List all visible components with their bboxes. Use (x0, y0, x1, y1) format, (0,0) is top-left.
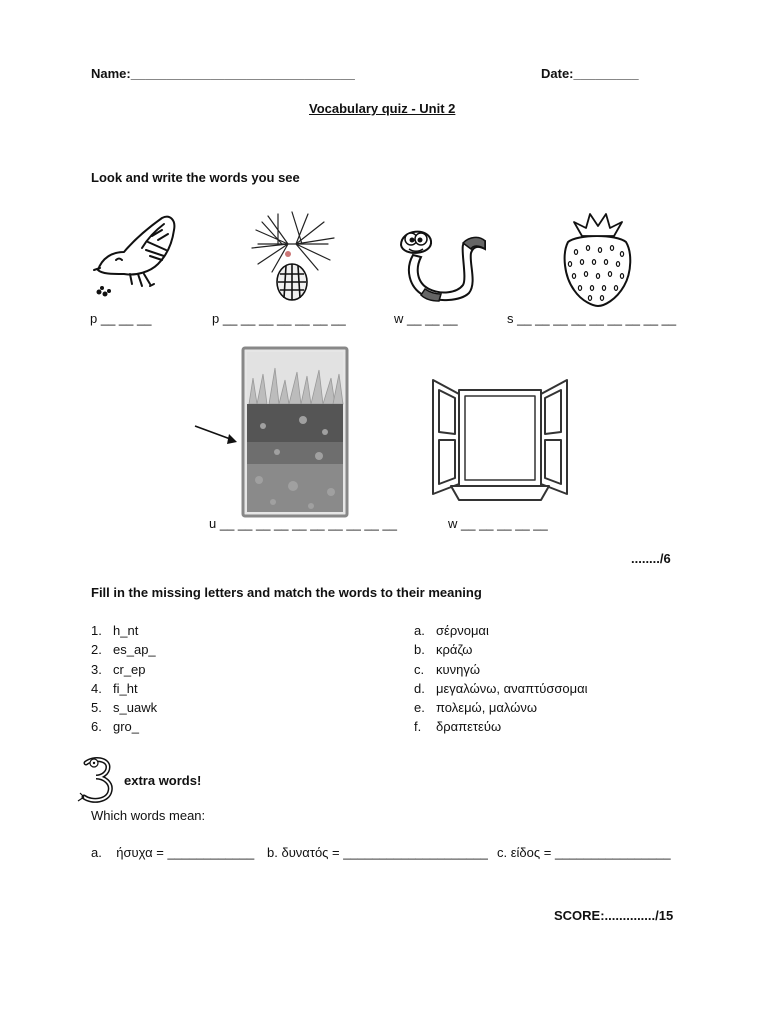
section1-instruction: Look and write the words you see (91, 170, 300, 185)
meaning-list (414, 621, 714, 737)
date-field[interactable]: Date:_________ (541, 66, 639, 81)
list-item: 4. fi_ht (91, 680, 138, 696)
extra-words-heading: extra words! (124, 773, 202, 788)
strawberry-icon (560, 212, 634, 308)
blank-3[interactable]: w __ __ __ (394, 311, 458, 326)
extra-item-b[interactable]: b. δυνατός = ____________________ (267, 845, 488, 860)
word-list (91, 621, 391, 737)
extra-item-a[interactable]: a. ήσυχα = ____________ (91, 845, 255, 860)
list-item: 1. h_nt (91, 623, 139, 638)
blank-6[interactable]: w __ __ __ __ __ (448, 516, 548, 531)
list-item: d. μεγαλώνω, αναπτύσσομαι (414, 680, 588, 696)
list-item: a. σέρνομαι (414, 623, 489, 638)
blank-1[interactable]: p __ __ __ (90, 311, 152, 326)
worm-icon (399, 221, 489, 301)
extra-item-c[interactable]: c. είδος = ________________ (497, 845, 671, 860)
window-icon (429, 376, 571, 502)
list-item: 2. es_ap_ (91, 642, 156, 658)
blank-4[interactable]: s __ __ __ __ __ __ __ __ __ (507, 311, 677, 326)
svg-text:3: 3 (98, 785, 99, 786)
total-score: SCORE:............../15 (554, 908, 674, 923)
bird-icon (90, 208, 182, 300)
number-three-badge-icon (76, 755, 122, 805)
list-item: b. κράζω (414, 642, 473, 658)
blank-2[interactable]: p __ __ __ __ __ __ __ (212, 311, 346, 326)
section1-score: ......../6 (631, 551, 671, 566)
list-item: 5. s_uawk (91, 700, 158, 716)
list-item: f. δραπετεύω (414, 719, 502, 735)
pine-cone-icon (248, 208, 338, 303)
blank-5[interactable]: u __ __ __ __ __ __ __ __ __ __ (209, 516, 397, 531)
section2-instruction: Fill in the missing letters and match the words to their meaning (91, 585, 482, 600)
page-title: Vocabulary quiz - Unit 2 (309, 101, 456, 116)
list-item: 6. gro_ (91, 719, 140, 735)
name-field[interactable]: Name:_______________________________ (91, 66, 355, 81)
list-item: e. πολεμώ, μαλώνω (414, 700, 538, 716)
list-item: c. κυνηγώ (414, 661, 480, 677)
extra-question: Which words mean: (91, 808, 206, 823)
underground-icon (193, 346, 353, 520)
list-item: 3. cr_ep (91, 661, 146, 677)
